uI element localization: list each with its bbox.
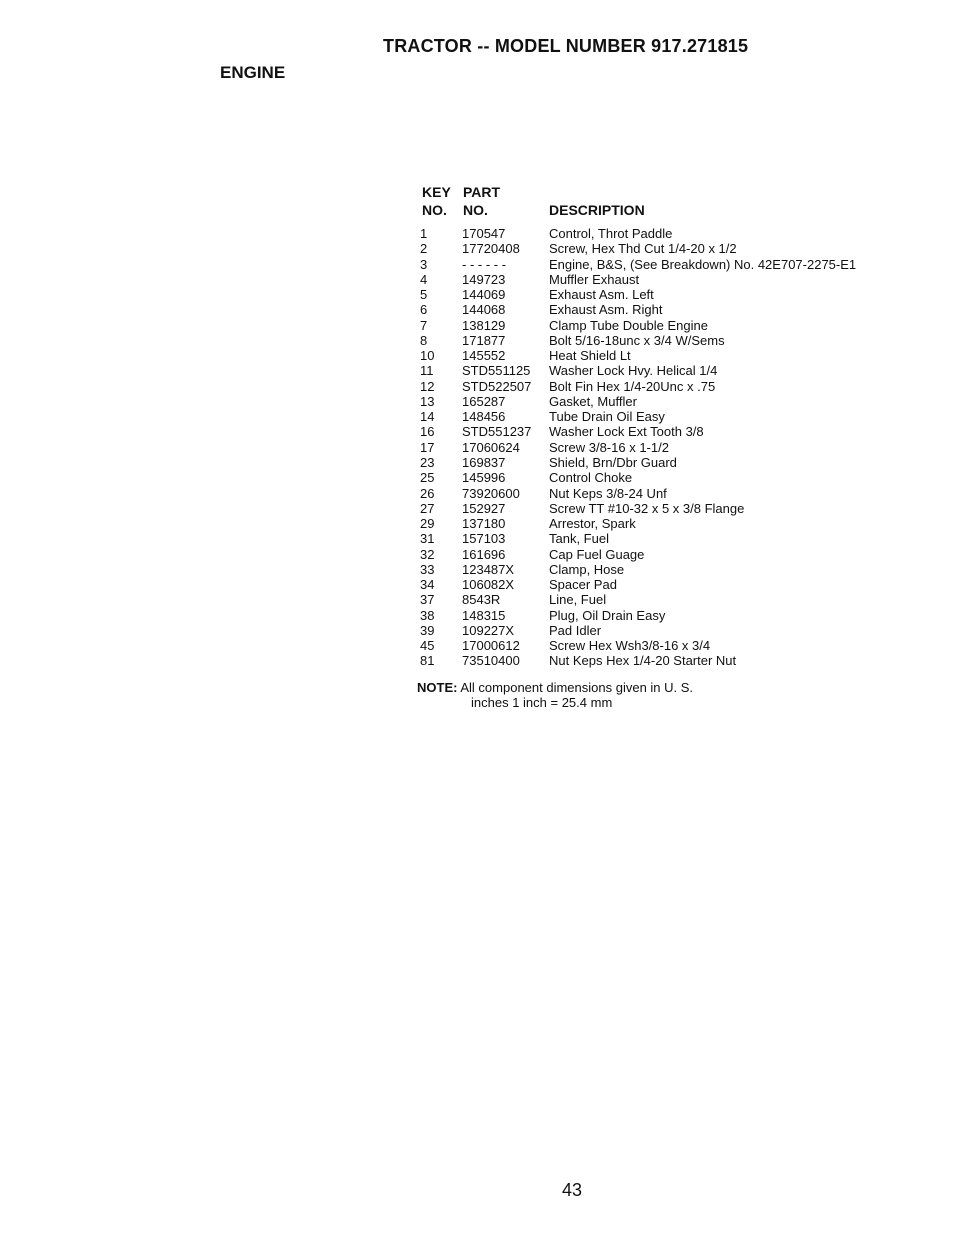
table-row: [420, 653, 890, 668]
key-no-cell: 31: [420, 531, 435, 547]
table-row: [420, 577, 890, 592]
key-no-cell: 37: [420, 592, 435, 608]
table-row: [420, 486, 890, 501]
col-description-header: DESCRIPTION: [549, 202, 645, 218]
table-row: [420, 440, 890, 455]
key-no-cell: 45: [420, 638, 435, 654]
page-title: TRACTOR -- MODEL NUMBER 917.271815: [383, 36, 749, 56]
key-no-cell: 4: [420, 271, 428, 287]
part-no-cell: 144069: [462, 287, 506, 303]
description-cell: Plug, Oil Drain Easy: [549, 607, 666, 623]
description-cell: Heat Shield Lt: [549, 348, 631, 364]
key-no-cell: 11: [420, 363, 434, 379]
table-row: [420, 562, 890, 577]
description-cell: Engine, B&S, (See Breakdown) No. 42E707-2275-E1: [549, 256, 857, 272]
note: [417, 680, 693, 710]
note-label: NOTE:: [417, 680, 458, 695]
description-cell: Screw TT #10-32 x 5 x 3/8 Flange: [549, 500, 745, 516]
key-no-cell: 26: [420, 485, 435, 501]
part-no-cell: 171877: [462, 332, 506, 348]
table-row: [420, 424, 890, 439]
part-no-cell: 157103: [462, 531, 506, 547]
key-no-cell: 7: [420, 317, 428, 333]
description-cell: Line, Fuel: [549, 592, 607, 608]
table-row: [420, 592, 890, 607]
description-cell: Washer Lock Ext Tooth 3/8: [549, 424, 704, 440]
parts-list: [420, 226, 890, 669]
note-line2: inches 1 inch = 25.4 mm: [471, 695, 613, 710]
part-no-cell: STD522507: [462, 378, 532, 394]
description-cell: Bolt Fin Hex 1/4-20Unc x .75: [549, 378, 716, 394]
description-cell: Screw, Hex Thd Cut 1/4-20 x 1/2: [549, 241, 737, 257]
description-cell: Screw Hex Wsh3/8-16 x 3/4: [549, 638, 711, 654]
table-row: [420, 531, 890, 546]
part-no-cell: 138129: [462, 317, 506, 333]
table-row: [420, 363, 890, 378]
key-no-cell: 34: [420, 577, 435, 593]
part-no-cell: 152927: [462, 500, 506, 516]
part-no-cell: 123487X: [462, 561, 515, 577]
col-part-header-line1: PART: [463, 184, 501, 200]
part-no-cell: 148315: [462, 607, 506, 623]
table-row: [420, 516, 890, 531]
description-cell: Muffler Exhaust: [549, 271, 640, 287]
part-no-cell: 148456: [462, 409, 506, 425]
part-no-cell: 149723: [462, 271, 506, 287]
col-key-header-line2: NO.: [422, 202, 447, 218]
table-row: [420, 608, 890, 623]
table-row: [420, 501, 890, 516]
description-cell: Control, Throt Paddle: [549, 226, 673, 241]
description-cell: Screw 3/8-16 x 1-1/2: [549, 439, 669, 455]
key-no-cell: 33: [420, 561, 435, 577]
table-row: [420, 302, 890, 317]
table-row: [420, 547, 890, 562]
key-no-cell: 13: [420, 393, 435, 409]
part-no-cell: 73510400: [462, 653, 520, 669]
description-cell: Tube Drain Oil Easy: [549, 409, 665, 425]
part-no-cell: 161696: [462, 546, 506, 562]
key-no-cell: 29: [420, 516, 435, 532]
part-no-cell: STD551237: [462, 424, 532, 440]
key-no-cell: 23: [420, 454, 435, 470]
description-cell: Tank, Fuel: [549, 531, 609, 547]
table-row: [420, 333, 890, 348]
description-cell: Nut Keps 3/8-24 Unf: [549, 485, 667, 501]
table-row: [420, 348, 890, 363]
col-key-header-line1: KEY: [422, 184, 451, 200]
part-no-cell: 165287: [462, 393, 506, 409]
table-row: [420, 638, 890, 653]
key-no-cell: 25: [420, 470, 435, 486]
table-row: [420, 241, 890, 256]
note-line1: All component dimensions given in U. S.: [460, 680, 694, 695]
description-cell: Clamp Tube Double Engine: [549, 317, 708, 333]
part-no-cell: STD551125: [462, 363, 531, 379]
part-no-cell: 8543R: [462, 592, 501, 608]
key-no-cell: 38: [420, 607, 435, 623]
part-no-cell: 144068: [462, 302, 506, 318]
description-cell: Gasket, Muffler: [549, 393, 637, 409]
key-no-cell: 81: [420, 653, 435, 669]
key-no-cell: 1: [420, 226, 428, 241]
description-cell: Clamp, Hose: [549, 561, 625, 577]
key-no-cell: 3: [420, 256, 428, 272]
key-no-cell: 14: [420, 409, 435, 425]
description-cell: Shield, Brn/Dbr Guard: [549, 454, 677, 470]
key-no-cell: 5: [420, 287, 428, 303]
key-no-cell: 27: [420, 500, 435, 516]
part-no-cell: 17060624: [462, 439, 520, 455]
part-no-cell: 145552: [462, 348, 506, 364]
part-no-cell: 73920600: [462, 485, 520, 501]
key-no-cell: 32: [420, 546, 435, 562]
key-no-cell: 2: [420, 241, 428, 257]
description-cell: Spacer Pad: [549, 577, 617, 593]
table-row: [420, 226, 890, 241]
part-no-cell: 169837: [462, 454, 506, 470]
page-number: 43: [562, 1180, 583, 1200]
table-row: [420, 318, 890, 333]
description-cell: Exhaust Asm. Right: [549, 302, 663, 318]
description-cell: Control Choke: [549, 470, 633, 486]
table-row: [420, 287, 890, 302]
key-no-cell: 8: [420, 332, 428, 348]
table-row: [420, 394, 890, 409]
key-no-cell: 17: [420, 439, 435, 455]
part-no-cell: 106082X: [462, 577, 515, 593]
key-no-cell: 39: [420, 622, 435, 638]
part-no-cell: 170547: [462, 226, 506, 241]
table-row: [420, 623, 890, 638]
description-cell: Nut Keps Hex 1/4-20 Starter Nut: [549, 653, 737, 669]
description-cell: Exhaust Asm. Left: [549, 287, 654, 303]
table-row: [420, 455, 890, 470]
table-row: [420, 272, 890, 287]
table-row: [420, 409, 890, 424]
key-no-cell: 10: [420, 348, 435, 364]
description-cell: Washer Lock Hvy. Helical 1/4: [549, 363, 718, 379]
description-cell: Arrestor, Spark: [549, 516, 636, 532]
key-no-cell: 6: [420, 302, 428, 318]
description-cell: Pad Idler: [549, 622, 602, 638]
table-row: [420, 257, 890, 272]
part-no-cell: 17720408: [462, 241, 520, 257]
part-no-cell: 109227X: [462, 622, 515, 638]
table-row: [420, 470, 890, 485]
part-no-cell: 145996: [462, 470, 506, 486]
part-no-cell: 17000612: [462, 638, 520, 654]
key-no-cell: 12: [420, 378, 435, 394]
description-cell: Cap Fuel Guage: [549, 546, 645, 562]
description-cell: Bolt 5/16-18unc x 3/4 W/Sems: [549, 332, 725, 348]
part-no-cell: - - - - - -: [462, 256, 507, 272]
part-no-cell: 137180: [462, 516, 506, 532]
col-part-header-line2: NO.: [463, 202, 488, 218]
section-heading: ENGINE: [220, 63, 286, 82]
table-row: [420, 379, 890, 394]
key-no-cell: 16: [420, 424, 435, 440]
